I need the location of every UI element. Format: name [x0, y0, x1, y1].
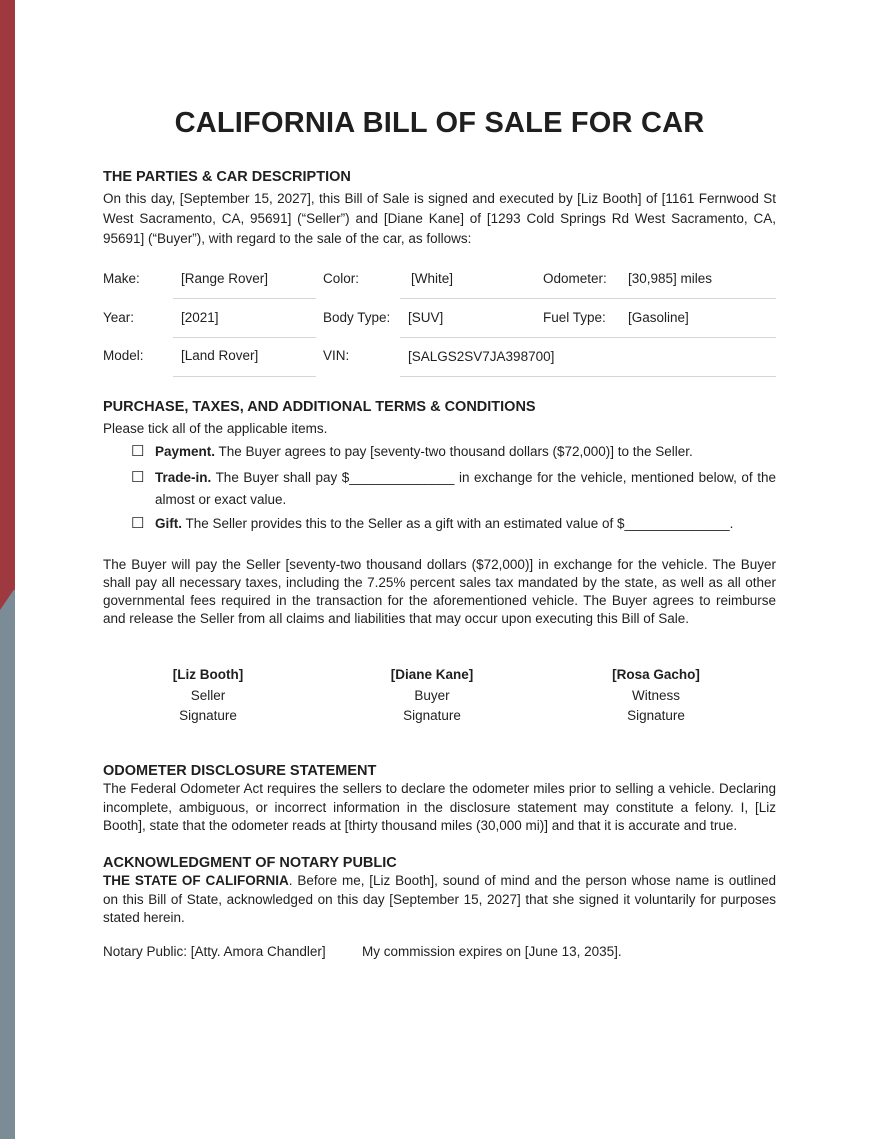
buyer-signature-label: Signature [403, 708, 461, 723]
year-underline [173, 337, 316, 338]
model-label: Model: [103, 348, 144, 363]
fuel-type-label: Fuel Type: [543, 310, 606, 325]
parties-heading: THE PARTIES & CAR DESCRIPTION [103, 169, 351, 185]
side-accent-diagonal [0, 588, 15, 610]
notary-heading: ACKNOWLEDGMENT OF NOTARY PUBLIC [103, 855, 397, 871]
signature-witness [566, 665, 746, 727]
witness-signature-label: Signature [627, 708, 685, 723]
buyer-name: [Diane Kane] [390, 667, 474, 682]
make-label: Make: [103, 271, 140, 286]
fuel-type-value: [Gasoline] [628, 310, 689, 325]
purchase-heading: PURCHASE, TAXES, AND ADDITIONAL TERMS & CONDITIONS [103, 399, 536, 415]
seller-role: Seller [190, 687, 226, 703]
year-label: Year: [103, 310, 135, 325]
option-gift-body: The Seller provides this to the Seller as a gift with an estimated value of $______________. [182, 516, 734, 531]
notary-commission: My commission expires on [June 13, 2035]. [362, 944, 622, 959]
side-accent-red [0, 0, 15, 610]
purchase-terms: The Buyer will pay the Seller [seventy-two thousand dollars ($72,000)] in exchange for the vehicle. The Buyer shall pay all necessary taxes, including the 7.25% percent sales tax mandated by the state, as well as all other governmental fees required in the transaction for the aforementioned vehicle. The Buyer agrees to reimburse and release the Seller from all claims and liabilities that may occur upon executing this Bill of Sale. [103, 557, 776, 626]
checkbox-trade-in[interactable]: ☐ [131, 469, 145, 486]
odometer-text: The Federal Odometer Act requires the sellers to declare the odometer miles prior to selling a vehicle. Declaring incomplete, ambiguous, or incorrect information in the disclosure statement may constitute a felony. I, [Liz Booth], state that the odometer reads at [thirty thousand miles (30,000 mi)] and that it is accurate and true. [103, 781, 776, 833]
make-value: [Range Rover] [181, 271, 269, 286]
notary-state-label: THE STATE OF CALIFORNIA [103, 873, 289, 888]
notary-text [103, 872, 776, 928]
option-trade-in-body: The Buyer shall pay $______________ in exchange for the vehicle, mentioned below, of the almost or exact value. [155, 470, 776, 507]
color-value: [White] [411, 271, 454, 286]
witness-role: Witness [631, 687, 680, 703]
parties-intro: On this day, [September 15, 2027], this Bill of Sale is signed and executed by [Liz Booth] of [1161 Fernwood St West Sacramento, CA, 95691] (“Seller”) and [Diane Kane] of [1293 Cold Springs Rd West Sacramento, CA, 95691] (“Buyer”), with regard to the sale of the car, as follows: [103, 191, 776, 246]
vin-label: VIN: [323, 348, 350, 363]
model-value: [Land Rover] [181, 348, 259, 363]
signature-buyer [342, 665, 522, 727]
notary-public: Notary Public: [Atty. Amora Chandler] [103, 944, 326, 959]
color-label: Color: [323, 271, 360, 286]
year-value: [2021] [181, 310, 219, 325]
row1-underline [400, 298, 776, 299]
model-underline [173, 376, 316, 377]
witness-name: [Rosa Gacho] [612, 667, 700, 682]
option-payment-body: The Buyer agrees to pay [seventy-two thousand dollars ($72,000)] to the Seller. [215, 444, 693, 459]
option-gift-label: Gift. [155, 516, 182, 531]
side-accent-grey [0, 590, 15, 1139]
checkbox-payment[interactable]: ☐ [131, 443, 145, 460]
row2-underline [400, 337, 776, 338]
seller-signature-label: Signature [179, 708, 237, 723]
notary-body: . Before me, [Liz Booth], sound of mind and the person whose name is outlined on this Bill of State, acknowledged on this day [September 15, 2027] that she signed it voluntarily for purposes stated herein. [103, 873, 776, 925]
option-payment-text [155, 441, 776, 463]
signature-seller [118, 665, 298, 727]
vin-underline [400, 376, 776, 377]
odometer-heading: ODOMETER DISCLOSURE STATEMENT [103, 763, 377, 779]
document-title: CALIFORNIA BILL OF SALE FOR CAR [174, 107, 705, 139]
option-trade-in-label: Trade-in. [155, 470, 212, 485]
odometer-value: [30,985] miles [628, 271, 713, 286]
option-gift-text [155, 513, 776, 535]
option-payment-label: Payment. [155, 444, 216, 459]
purchase-instruction: Please tick all of the applicable items. [103, 421, 328, 436]
body-type-value: [SUV] [408, 310, 444, 325]
make-underline [173, 298, 316, 299]
option-trade-in-text [155, 467, 776, 511]
body-type-label: Body Type: [323, 310, 391, 325]
seller-name: [Liz Booth] [172, 667, 244, 682]
odometer-label: Odometer: [543, 271, 607, 286]
buyer-role: Buyer [414, 687, 450, 703]
checkbox-gift[interactable]: ☐ [131, 515, 145, 532]
vin-value: [SALGS2SV7JA398700] [408, 349, 555, 364]
